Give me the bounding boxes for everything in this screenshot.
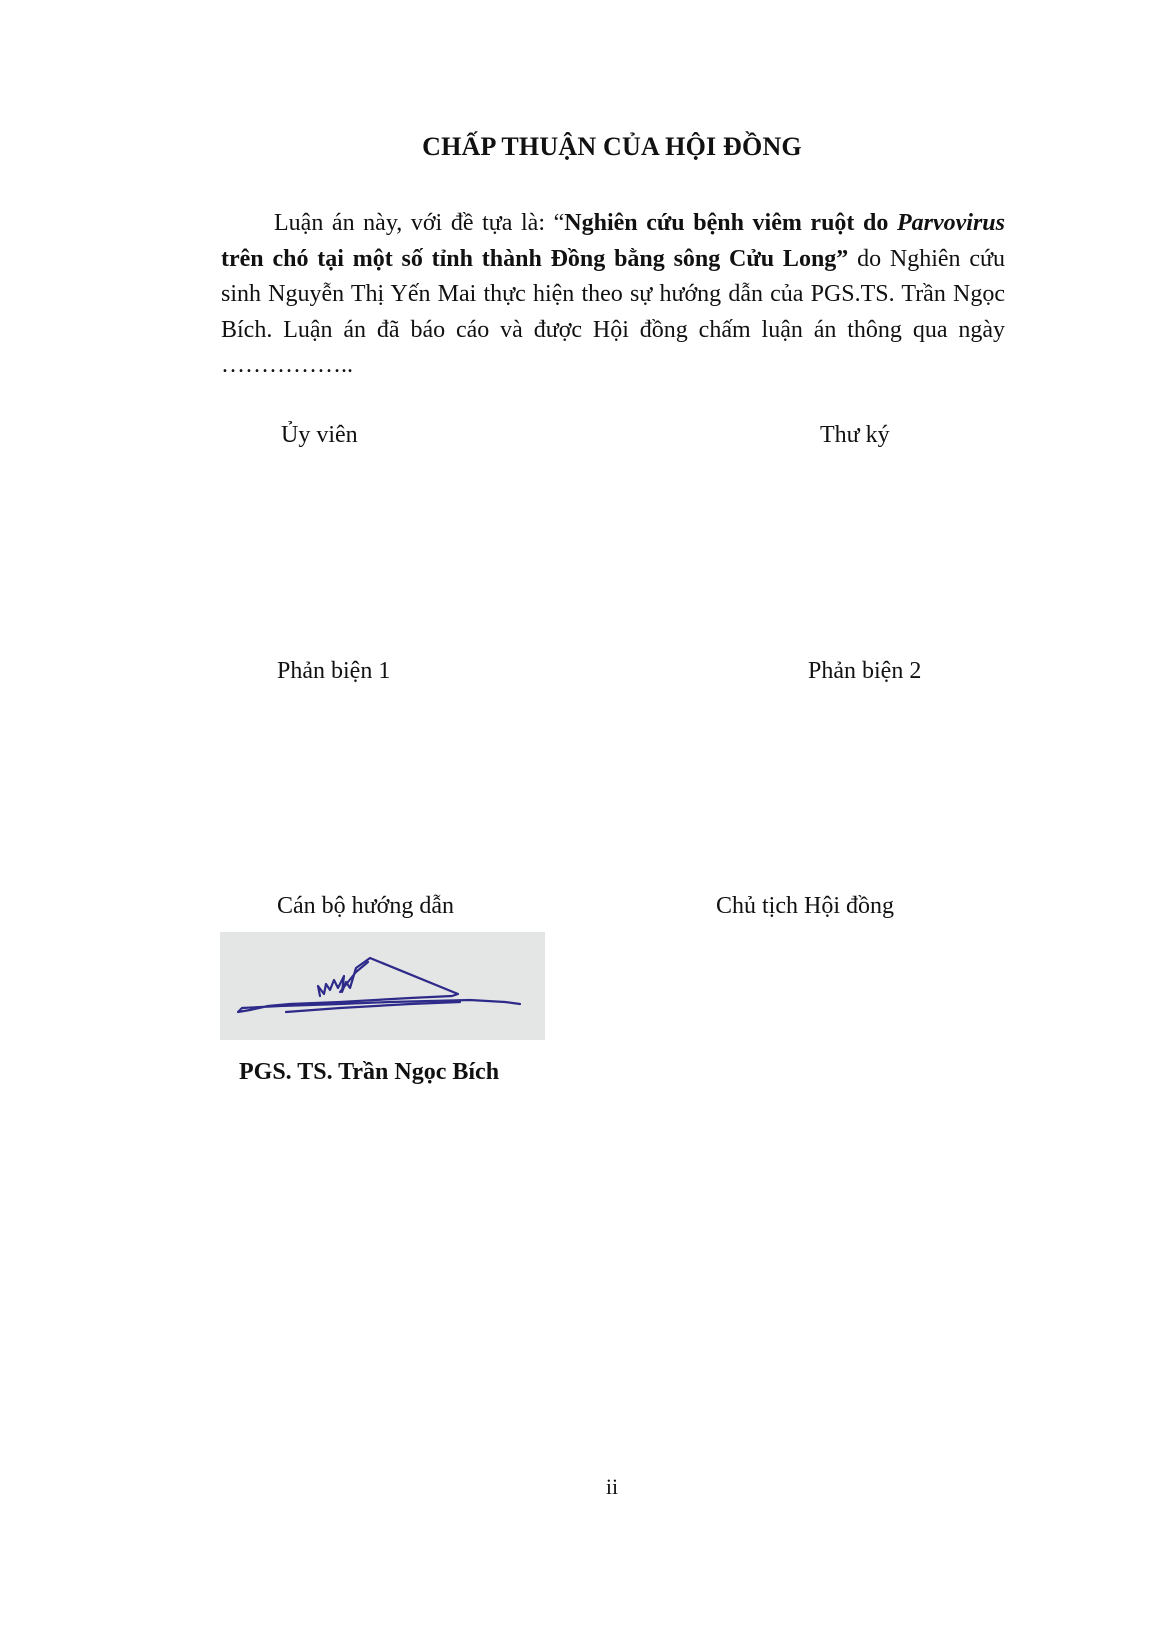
thesis-title-part-1: Nghiên cứu bệnh viêm ruột do xyxy=(564,210,897,236)
signer-name: PGS. TS. Trần Ngọc Bích xyxy=(239,1059,500,1085)
role-chairman-label: Chủ tịch Hội đồng xyxy=(716,893,894,919)
thesis-title-part-2: trên chó tại một số tỉnh thành Đồng bằng sông Cửu Long” xyxy=(221,245,849,272)
thesis-title-italic: Parvovirus xyxy=(896,210,1005,236)
role-secretary-label: Thư ký xyxy=(820,422,890,448)
role-member-label: Ủy viên xyxy=(281,422,358,448)
role-supervisor-label: Cán bộ hướng dẫn xyxy=(277,893,455,919)
signature-image xyxy=(220,932,545,1040)
approval-paragraph xyxy=(221,206,1005,384)
page-number: ii xyxy=(605,1474,619,1499)
paragraph-intro: Luận án này, với đề tựa là: “ xyxy=(274,210,565,236)
page-title: CHẤP THUẬN CỦA HỘI ĐỒNG xyxy=(422,132,802,161)
paragraph-rest: do Nghiên cứu sinh Nguyễn Thị Yến Mai thực hiện theo sự hướng dẫn của PGS.TS. Trần Ngọc Bích. Luận án đã báo cáo và được Hội đồng chấm luận án thông qua ngày …………….. xyxy=(221,245,1005,378)
role-reviewer-2-label: Phản biện 2 xyxy=(808,658,922,684)
handwritten-signature-icon xyxy=(220,932,545,1040)
role-reviewer-1-label: Phản biện 1 xyxy=(277,658,391,684)
